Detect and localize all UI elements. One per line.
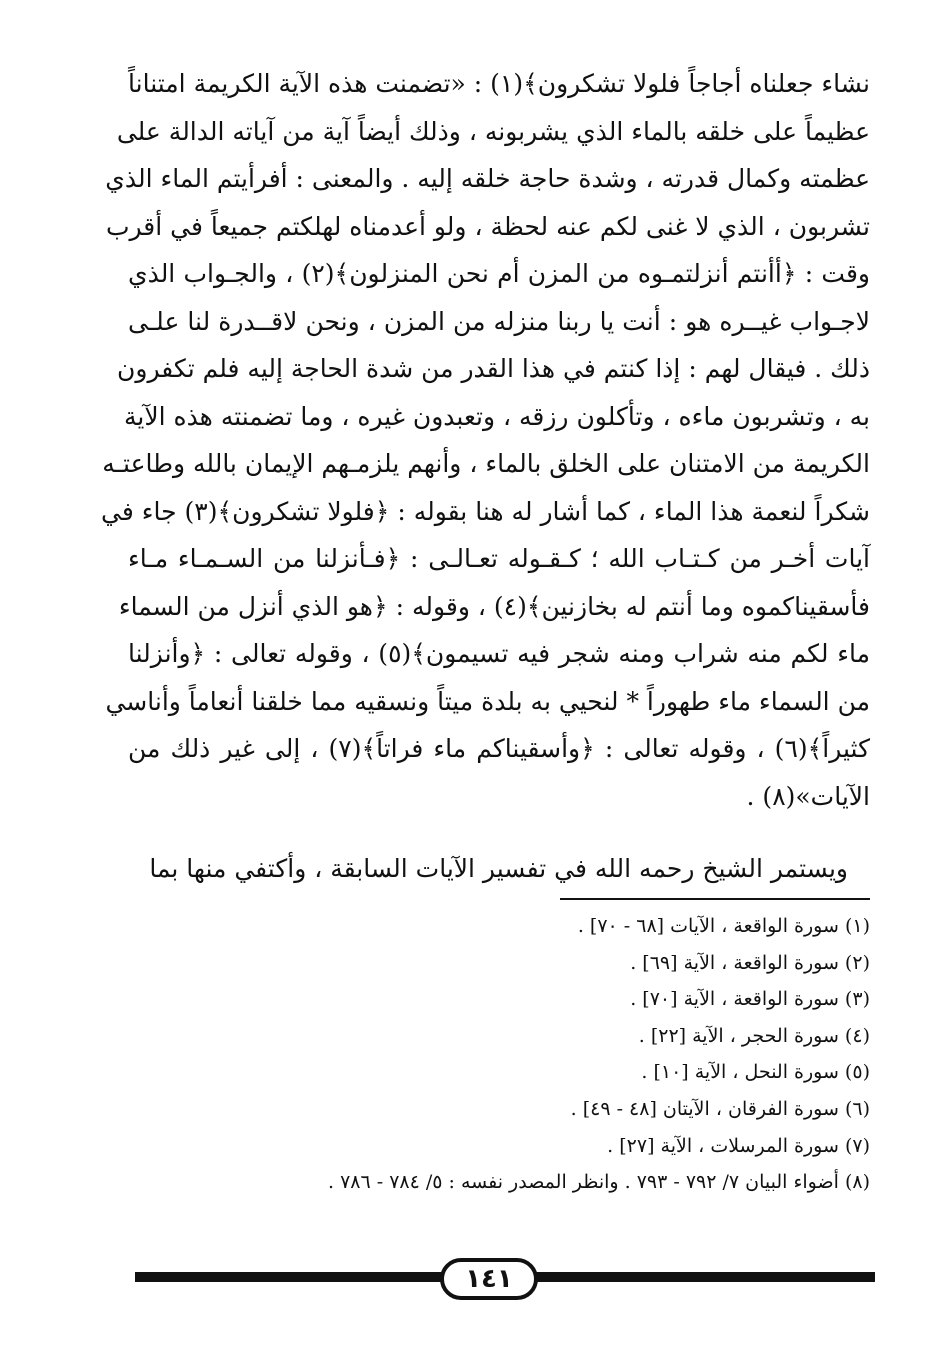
text-line: من السماء ماء طهوراً * لنحيي به بلدة ميتاً ونسقيه مما خلقنا أنعاماً وأناسي xyxy=(105,686,870,716)
text-line: نشاء جعلناه أجاجاً فلولا تشكرون﴾(١) : «تضمنت هذه الآية الكريمة امتناناً xyxy=(128,69,870,98)
text-line: الآيات»(٨) . xyxy=(746,781,870,811)
text-line: عظيماً على خلقه بالماء الذي يشربونه ، وذلك أيضاً آية من آياته الدالة على xyxy=(116,116,870,146)
footnote: (٦) سورة الفرقان ، الآيتان [٤٨ - ٤٩] . xyxy=(570,1097,870,1120)
text-line: عظمته وكمال قدرته ، وشدة حاجة خلقه إليه . والمعنى : أفرأيتم الماء الذي xyxy=(105,164,870,193)
main-paragraph xyxy=(101,60,871,820)
text-line: شكراً لنعمة هذا الماء ، كما أشار له هنا بقوله : ﴿فلولا تشكرون﴾(٣) جاء في xyxy=(101,496,870,526)
footnote: (١) سورة الواقعة ، الآيات [٦٨ - ٧٠] . xyxy=(577,915,870,937)
text-line: ذلك . فيقال لهم : إذا كنتم في هذا القدر من شدة الحاجة إليه فلم تكفرون xyxy=(117,354,870,383)
page-number: ١٤١ xyxy=(440,1258,538,1300)
text-line: لاجـواب غيــره هو : أنت يا ربنا منزله من المزن ، ونحن لاقــدرة لنا علـى xyxy=(128,306,870,336)
text-line: تشربون ، الذي لا غنى لكم عنه لحظة ، ولو أعدمناه لهلكتم جميعاً في أقرب xyxy=(105,211,870,241)
footnote: (٥) سورة النحل ، الآية [١٠] . xyxy=(641,1061,870,1084)
footnotes-list xyxy=(200,908,870,1201)
text-line: آيات أخـر من كـتـاب الله ؛ كـقـوله تعـالـى : ﴿فـأنزلنا من السـمـاء مـاء xyxy=(128,544,870,573)
footnote: (٢) سورة الواقعة ، الآية [٦٩] . xyxy=(630,951,870,974)
text-line: الكريمة من الامتنان على الخلق بالماء ، وأنهم يلزمـهم الإيمان بالله وطاعتـه xyxy=(102,449,870,478)
text-line: به ، وتشربون ماءه ، وتأكلون رزقه ، وتعبدون غيره ، وما تضمنته هذه الآية xyxy=(123,401,870,431)
text-line: كثيراً﴾(٦) ، وقوله تعالى : ﴿وأسقيناكم ماء فراتاً﴾(٧) ، إلى غير ذلك من xyxy=(128,734,871,763)
second-paragraph: ويستمر الشيخ رحمه الله في تفسير الآيات السابقة ، وأكتفي منها بما xyxy=(149,854,848,883)
footnote: (٣) سورة الواقعة ، الآية [٧٠] . xyxy=(630,988,870,1011)
footer-bar-right xyxy=(530,1272,875,1282)
footnote: (٤) سورة الحجر ، الآية [٢٢] . xyxy=(638,1024,870,1047)
text-line: ماء لكم منه شراب ومنه شجر فيه تسيمون﴾(٥) ، وقوله تعالى : ﴿وأنزلنا xyxy=(128,639,870,668)
footnote-divider xyxy=(560,898,870,900)
text-line: فأسقيناكموه وما أنتم له بخازنين﴾(٤) ، وقوله : ﴿هو الذي أنزل من السماء xyxy=(118,591,870,621)
footnote: (٨) أضواء البيان ٧/ ٧٩٢ - ٧٩٣ . وانظر المصدر نفسه : ٥/ ٧٨٤ - ٧٨٦ . xyxy=(327,1171,870,1194)
footnote: (٧) سورة المرسلات ، الآية [٢٧] . xyxy=(607,1134,870,1157)
footer-bar-left xyxy=(135,1272,450,1282)
text-line: وقت : ﴿أأنتم أنزلتمـوه من المزن أم نحن المنزلون﴾(٢) ، والجـواب الذي xyxy=(128,259,870,288)
